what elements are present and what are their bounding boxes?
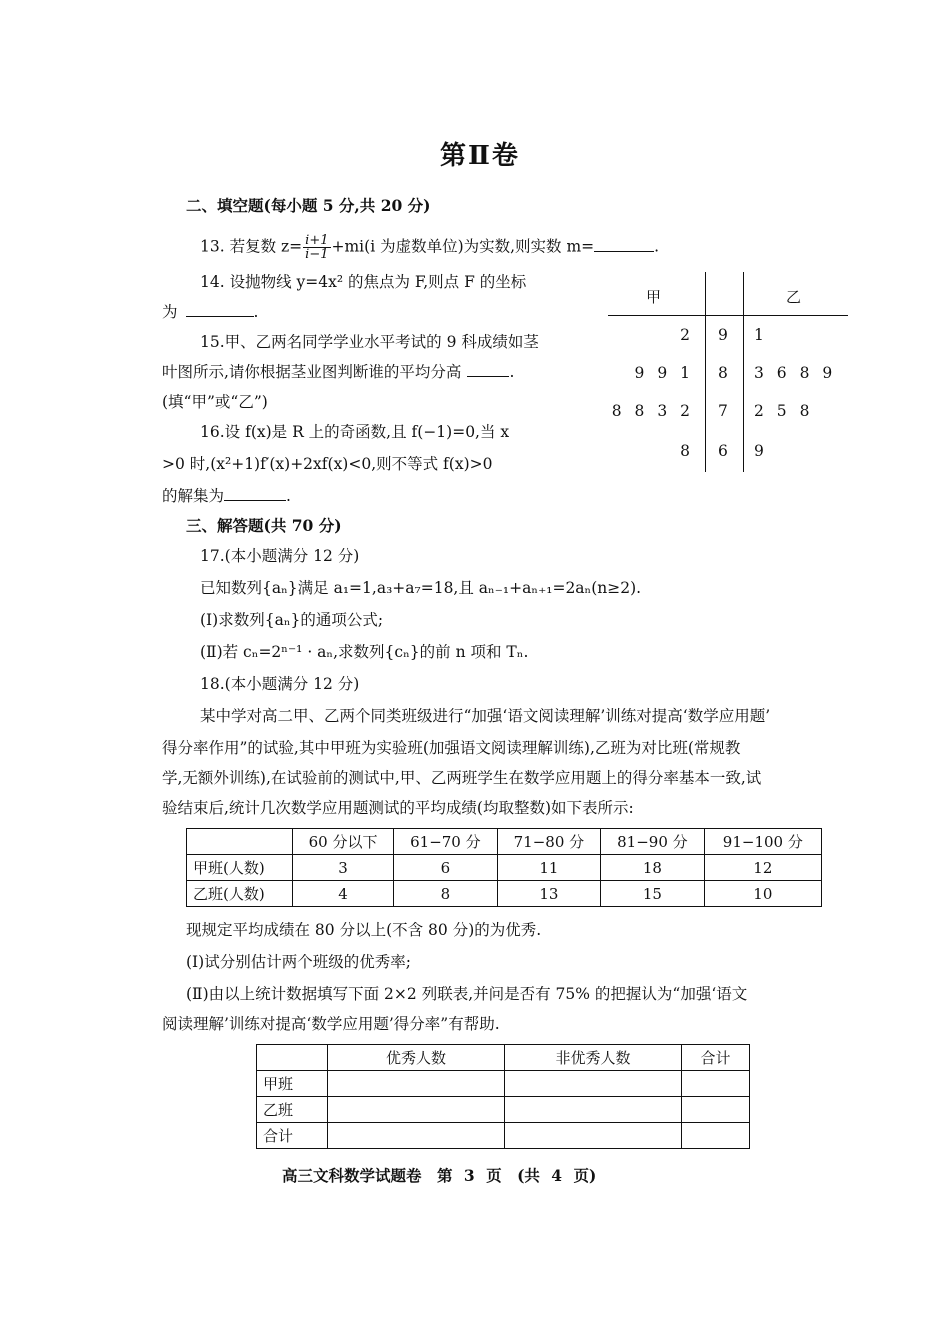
- q17-heading: 17.(本小题满分 12 分): [200, 547, 360, 565]
- q15-text: 叶图所示,请你根据茎业图判断谁的平均分高: [162, 363, 462, 381]
- row-label-yi: 乙班(人数): [187, 881, 293, 907]
- table-header-cell: 合计: [682, 1045, 750, 1071]
- q14-prefix: 为: [162, 303, 178, 321]
- table-header-row: [187, 829, 822, 855]
- q18-note: 现规定平均成绩在 80 分以上(不含 80 分)的为优秀.: [186, 921, 542, 939]
- section-title: 第Ⅱ卷: [440, 141, 520, 171]
- q15-line2: [162, 362, 514, 382]
- q18-heading: 18.(本小题满分 12 分): [200, 675, 360, 693]
- q18-paragraph-line: 得分率作用”的试验,其中甲班为实验班(加强语文阅读理解训练),乙班为对比班(常规教: [162, 739, 741, 757]
- table-cell: 4: [293, 881, 394, 907]
- table-cell: 3: [293, 855, 394, 881]
- stem-leaf-stem: 7: [718, 402, 732, 420]
- q13-numerator: i+1: [305, 233, 329, 248]
- table-header-cell: 非优秀人数: [505, 1045, 682, 1071]
- q13-denominator: i−1: [305, 247, 329, 262]
- q13-period: .: [654, 237, 660, 256]
- q15-period: .: [509, 363, 515, 381]
- score-distribution-table: [186, 828, 822, 907]
- row-label-jia: 甲班(人数): [187, 855, 293, 881]
- table-header-row: [257, 1045, 750, 1071]
- empty-answer-cell[interactable]: [505, 1071, 682, 1097]
- table-row: [257, 1097, 750, 1123]
- table-header-cell: [187, 829, 293, 855]
- stem-leaf-diagram: [608, 272, 848, 472]
- empty-answer-cell[interactable]: [682, 1097, 750, 1123]
- q17-statement: 已知数列{aₙ}满足 a₁=1,a₃+a₇=18,且 aₙ₋₁+aₙ₊₁=2aₙ(n≥2).: [200, 579, 642, 597]
- q17-part1: (Ⅰ)求数列{aₙ}的通项公式;: [200, 611, 384, 629]
- table-cell: 10: [704, 881, 821, 907]
- table-row: [257, 1071, 750, 1097]
- table-cell: 11: [497, 855, 601, 881]
- stem-leaf-left-leaves: 8 8 3 2: [611, 402, 694, 420]
- q13-text-start: 13. 若复数 z=: [200, 237, 303, 256]
- stem-leaf-left-leaves: 8: [680, 442, 694, 460]
- stem-leaf-left-leaves: 2: [680, 326, 694, 344]
- stem-leaf-left-divider: [705, 272, 706, 472]
- table-header-cell: 60 分以下: [293, 829, 394, 855]
- stem-leaf-right-leaves: 9: [754, 442, 768, 460]
- q15-answer-blank[interactable]: [467, 362, 509, 377]
- table-row: [257, 1123, 750, 1149]
- stem-leaf-right-leaves: 1: [754, 326, 768, 344]
- stem-leaf-header-divider: [608, 315, 848, 316]
- q13-text-end: +mi(i 为虚数单位)为实数,则实数 m=: [331, 237, 595, 256]
- q14-period: .: [253, 303, 259, 321]
- row-label-jia: 甲班: [257, 1071, 328, 1097]
- table-header-cell: 81−90 分: [601, 829, 705, 855]
- empty-answer-cell[interactable]: [328, 1097, 505, 1123]
- q13-fraction: [303, 234, 330, 261]
- q18-part1: (Ⅰ)试分别估计两个班级的优秀率;: [186, 953, 411, 971]
- q18-paragraph-line: 学,无额外训练),在试验前的测试中,甲、乙两班学生在数学应用题上的得分率基本一致,试: [162, 769, 762, 787]
- q16-period: .: [286, 487, 291, 505]
- q18-paragraph-line: 某中学对高二甲、乙两个同类班级进行“加强‘语文阅读理解’训练对提高‘数学应用题’: [200, 707, 771, 725]
- solve-heading: 三、解答题(共 70 分): [186, 516, 342, 535]
- table-cell: 15: [601, 881, 705, 907]
- stem-leaf-stem: 6: [718, 442, 732, 460]
- q16-line1: 16.设 f(x)是 R 上的奇函数,且 f(−1)=0,当 x: [200, 423, 510, 441]
- q17-part2: (Ⅱ)若 cₙ=2ⁿ⁻¹ · aₙ,求数列{cₙ}的前 n 项和 Tₙ.: [200, 643, 529, 661]
- q14-line2: [162, 302, 258, 322]
- stem-leaf-header-yi: 乙: [786, 288, 802, 306]
- q14-line1: 14. 设抛物线 y=4x² 的焦点为 F,则点 F 的坐标: [200, 273, 527, 291]
- table-cell: 13: [497, 881, 601, 907]
- table-row: [187, 881, 822, 907]
- fill-in-heading: 二、填空题(每小题 5 分,共 20 分): [186, 196, 431, 215]
- empty-answer-cell[interactable]: [505, 1097, 682, 1123]
- empty-answer-cell[interactable]: [328, 1123, 505, 1149]
- q16-line3: [162, 486, 291, 506]
- stem-leaf-right-leaves: 3 6 8 9: [754, 364, 837, 382]
- table-row: [187, 855, 822, 881]
- row-label-total: 合计: [257, 1123, 328, 1149]
- table-cell: 18: [601, 855, 705, 881]
- table-header-cell: 优秀人数: [328, 1045, 505, 1071]
- empty-answer-cell[interactable]: [682, 1071, 750, 1097]
- q16-prefix: 的解集为: [162, 487, 225, 505]
- q15-line1: 15.甲、乙两名同学学业水平考试的 9 科成绩如茎: [200, 333, 539, 351]
- table-header-cell: [257, 1045, 328, 1071]
- contingency-table: [256, 1044, 750, 1149]
- question-13: [200, 234, 659, 261]
- q14-answer-blank[interactable]: [186, 302, 254, 317]
- stem-leaf-stem: 8: [718, 364, 732, 382]
- empty-answer-cell[interactable]: [682, 1123, 750, 1149]
- table-cell: 12: [704, 855, 821, 881]
- empty-answer-cell[interactable]: [505, 1123, 682, 1149]
- q16-answer-blank[interactable]: [224, 486, 286, 501]
- stem-leaf-stem: 9: [718, 326, 732, 344]
- q13-answer-blank[interactable]: [594, 237, 654, 252]
- q18-part2-line1: (Ⅱ)由以上统计数据填写下面 2×2 列联表,并问是否有 75% 的把握认为“加强‘语文: [186, 985, 748, 1003]
- stem-leaf-left-leaves: 9 9 1: [634, 364, 694, 382]
- q15-line3: (填“甲”或“乙”): [162, 393, 268, 411]
- stem-leaf-right-leaves: 2 5 8: [754, 402, 814, 420]
- stem-leaf-right-divider: [743, 272, 744, 472]
- table-cell: 8: [394, 881, 498, 907]
- table-header-cell: 91−100 分: [704, 829, 821, 855]
- row-label-yi: 乙班: [257, 1097, 328, 1123]
- q16-line2: >0 时,(x²+1)f′(x)+2xf(x)<0,则不等式 f(x)>0: [162, 455, 493, 473]
- empty-answer-cell[interactable]: [328, 1071, 505, 1097]
- stem-leaf-header-jia: 甲: [646, 288, 662, 306]
- table-header-cell: 71−80 分: [497, 829, 601, 855]
- q18-part2-line2: 阅读理解’训练对提高‘数学应用题’得分率”有帮助.: [162, 1015, 500, 1033]
- table-header-cell: 61−70 分: [394, 829, 498, 855]
- page-footer: 高三文科数学试题卷 第 3 页 (共 4 页): [282, 1166, 597, 1185]
- q18-paragraph-line: 验结束后,统计几次数学应用题测试的平均成绩(均取整数)如下表所示:: [162, 799, 634, 817]
- table-cell: 6: [394, 855, 498, 881]
